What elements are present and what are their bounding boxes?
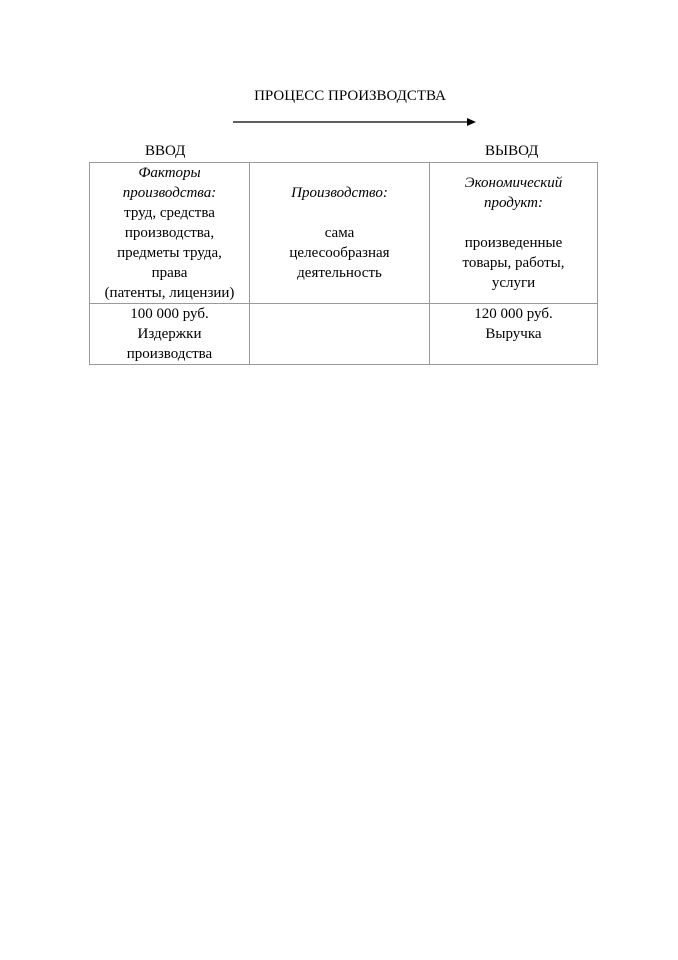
cell-heading: производства: <box>122 185 217 201</box>
cell-text: предметы труда, <box>117 245 222 261</box>
cell-heading: продукт: <box>484 195 543 211</box>
costs-cell <box>90 304 250 365</box>
production-process-table <box>89 162 598 365</box>
cell-text: Издержки <box>137 326 202 342</box>
cell-heading: Производство: <box>291 185 388 201</box>
cell-text: права <box>151 265 188 281</box>
factors-cell <box>90 163 250 304</box>
cell-text: целесообразная <box>289 245 390 261</box>
cell-text: (патенты, лицензии) <box>104 285 235 301</box>
page-title: ПРОЦЕСС ПРОИЗВОДСТВА <box>254 88 446 104</box>
production-cell <box>250 163 430 304</box>
empty-cell <box>250 304 430 365</box>
cell-text: Выручка <box>485 326 542 342</box>
cell-heading: Факторы <box>138 165 201 181</box>
product-cell <box>430 163 598 304</box>
cell-text: труд, средства <box>124 205 215 221</box>
output-label: ВЫВОД <box>485 143 539 159</box>
cell-heading: Экономический <box>464 175 563 191</box>
table-row <box>90 304 598 365</box>
cell-text: производства, <box>124 225 215 241</box>
cell-text: произведенные <box>464 235 563 251</box>
process-arrow-icon <box>233 114 478 130</box>
cell-text: товары, работы, <box>462 255 565 271</box>
revenue-amount: 120 000 руб. <box>474 306 553 322</box>
table-row <box>90 163 598 304</box>
cell-text: сама <box>324 225 355 241</box>
cost-amount: 100 000 руб. <box>130 306 209 322</box>
cell-text: деятельность <box>297 265 382 281</box>
input-label: ВВОД <box>145 143 186 159</box>
cell-text: производства <box>126 346 213 362</box>
revenue-cell <box>430 304 598 365</box>
cell-text: услуги <box>491 275 536 291</box>
